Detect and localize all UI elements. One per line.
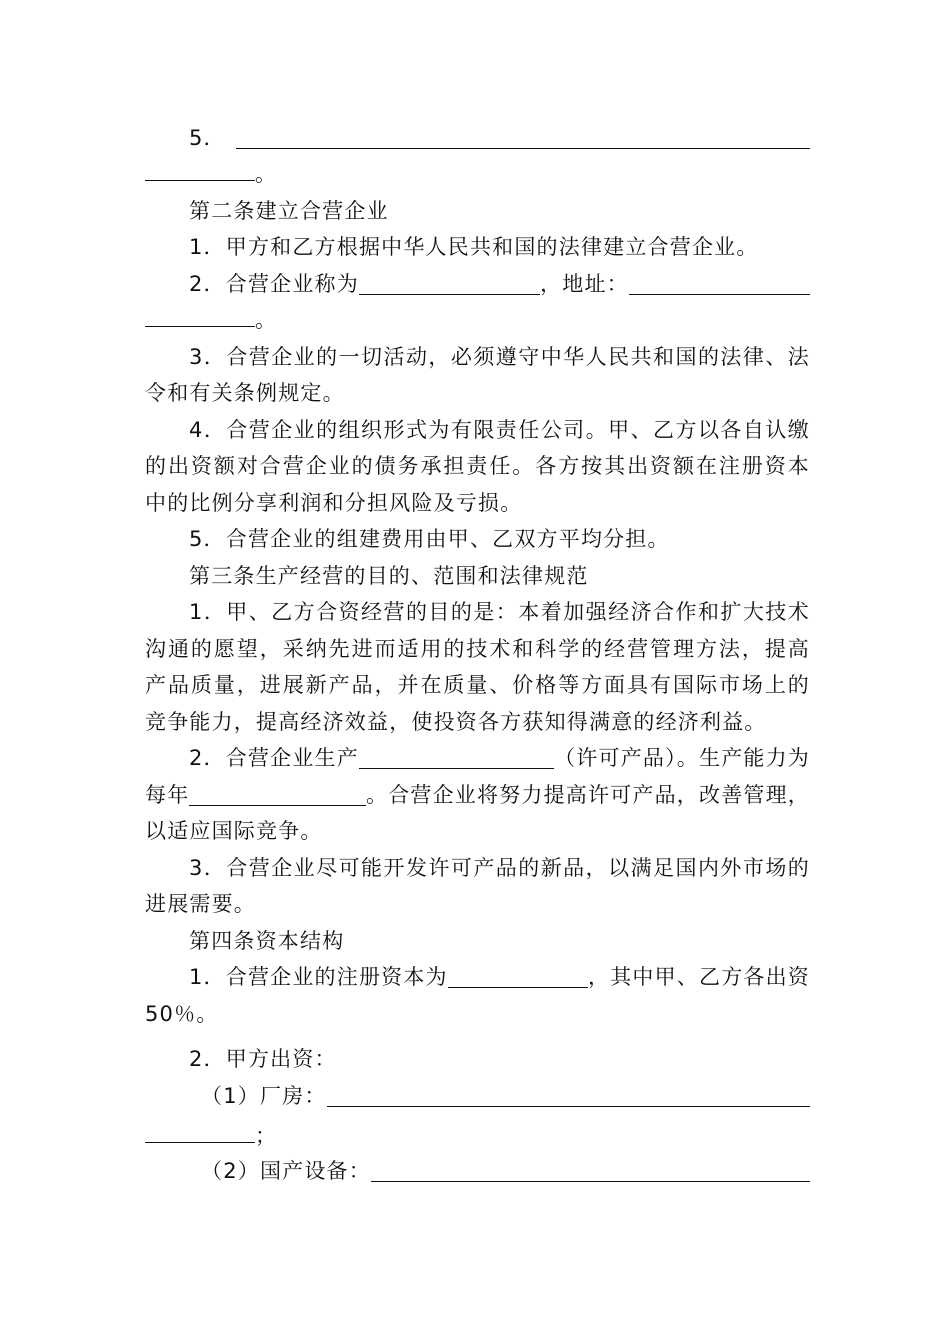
blank-underline xyxy=(145,306,255,327)
article-4-clause-1-line-2: 50％。 xyxy=(145,1002,219,1026)
article-2-clause-2-continuation xyxy=(145,302,810,338)
item-number: 5． xyxy=(189,126,226,150)
address-blank xyxy=(629,274,810,295)
period: 。 xyxy=(255,162,278,186)
product-blank xyxy=(359,748,554,769)
article-4-clause-2: 2．甲方出资： xyxy=(189,1047,337,1071)
article-3-clause-2-line-3: 以适应国际竞争。 xyxy=(145,819,323,843)
clause-text: ，其中甲、乙方各出资 xyxy=(588,965,810,989)
article-2-clause-4-line-3: 中的比例分享利润和分担风险及亏损。 xyxy=(145,491,523,515)
clause-text: （1）厂房： xyxy=(201,1084,327,1108)
blank-underline xyxy=(327,1086,810,1107)
blank-underline xyxy=(371,1161,810,1182)
article-2-clause-4-line-1: 4．合营企业的组织形式为有限责任公司。甲、乙方以各自认缴 xyxy=(189,418,810,442)
capacity-blank xyxy=(189,785,366,806)
article-3-clause-1-line-2: 沟通的愿望，采纳先进而适用的技术和科学的经营管理方法，提高 xyxy=(145,637,810,661)
article-2-clause-5: 5．合营企业的组建费用由甲、乙双方平均分担。 xyxy=(189,527,670,551)
article-3-clause-2-line-1 xyxy=(145,740,810,776)
period: 。 xyxy=(255,308,278,332)
semicolon: ； xyxy=(255,1124,278,1148)
item-5-blank-continuation xyxy=(145,156,810,192)
clause-text: 每年 xyxy=(145,783,190,807)
article-4-clause-1-line-1 xyxy=(145,959,810,995)
article-2-clause-1: 1．甲方和乙方根据中华人民共和国的法律建立合营企业。 xyxy=(189,235,759,259)
clause-text: （2）国产设备： xyxy=(201,1159,371,1183)
article-4-item-1-continuation xyxy=(145,1118,810,1154)
article-4-heading: 第四条资本结构 xyxy=(189,929,345,953)
clause-text: ，地址： xyxy=(540,272,629,296)
article-4-item-2 xyxy=(145,1153,810,1189)
article-3-clause-1-line-4: 竞争能力，提高经济效益，使投资各方获知得满意的经济利益。 xyxy=(145,710,767,734)
article-3-clause-1-line-3: 产品质量，进展新产品，并在质量、价格等方面具有国际市场上的 xyxy=(145,673,810,697)
blank-underline xyxy=(236,128,810,149)
article-4-item-1 xyxy=(145,1078,810,1114)
article-2-clause-4-line-2: 的出资额对合营企业的债务承担责任。各方按其出资额在注册资本 xyxy=(145,454,810,478)
blank-underline xyxy=(145,1122,255,1143)
capital-blank xyxy=(448,967,588,988)
clause-text: 。合营企业将努力提高许可产品，改善管理， xyxy=(366,783,810,807)
name-blank xyxy=(359,274,540,295)
article-2-clause-3-line-2: 令和有关条例规定。 xyxy=(145,381,345,405)
clause-text: （许可产品）。生产能力为 xyxy=(554,746,810,770)
article-3-clause-3-line-1: 3．合营企业尽可能开发许可产品的新品，以满足国内外市场的 xyxy=(189,856,810,880)
article-3-clause-2-line-2 xyxy=(145,777,810,813)
article-3-clause-3-line-2: 进展需要。 xyxy=(145,892,256,916)
blank-underline xyxy=(145,160,255,181)
clause-text: 2．合营企业称为 xyxy=(189,272,359,296)
item-5-blank-line xyxy=(145,120,810,156)
clause-text: 2．合营企业生产 xyxy=(189,746,359,770)
article-2-clause-3-line-1: 3．合营企业的一切活动，必须遵守中华人民共和国的法律、法 xyxy=(189,345,810,369)
article-3-clause-1-line-1: 1．甲、乙方合资经营的目的是：本着加强经济合作和扩大技术 xyxy=(189,600,810,624)
article-2-heading: 第二条建立合营企业 xyxy=(189,199,389,223)
clause-text: 1．合营企业的注册资本为 xyxy=(189,965,448,989)
article-3-heading: 第三条生产经营的目的、范围和法律规范 xyxy=(189,564,589,588)
article-2-clause-2 xyxy=(145,266,810,302)
